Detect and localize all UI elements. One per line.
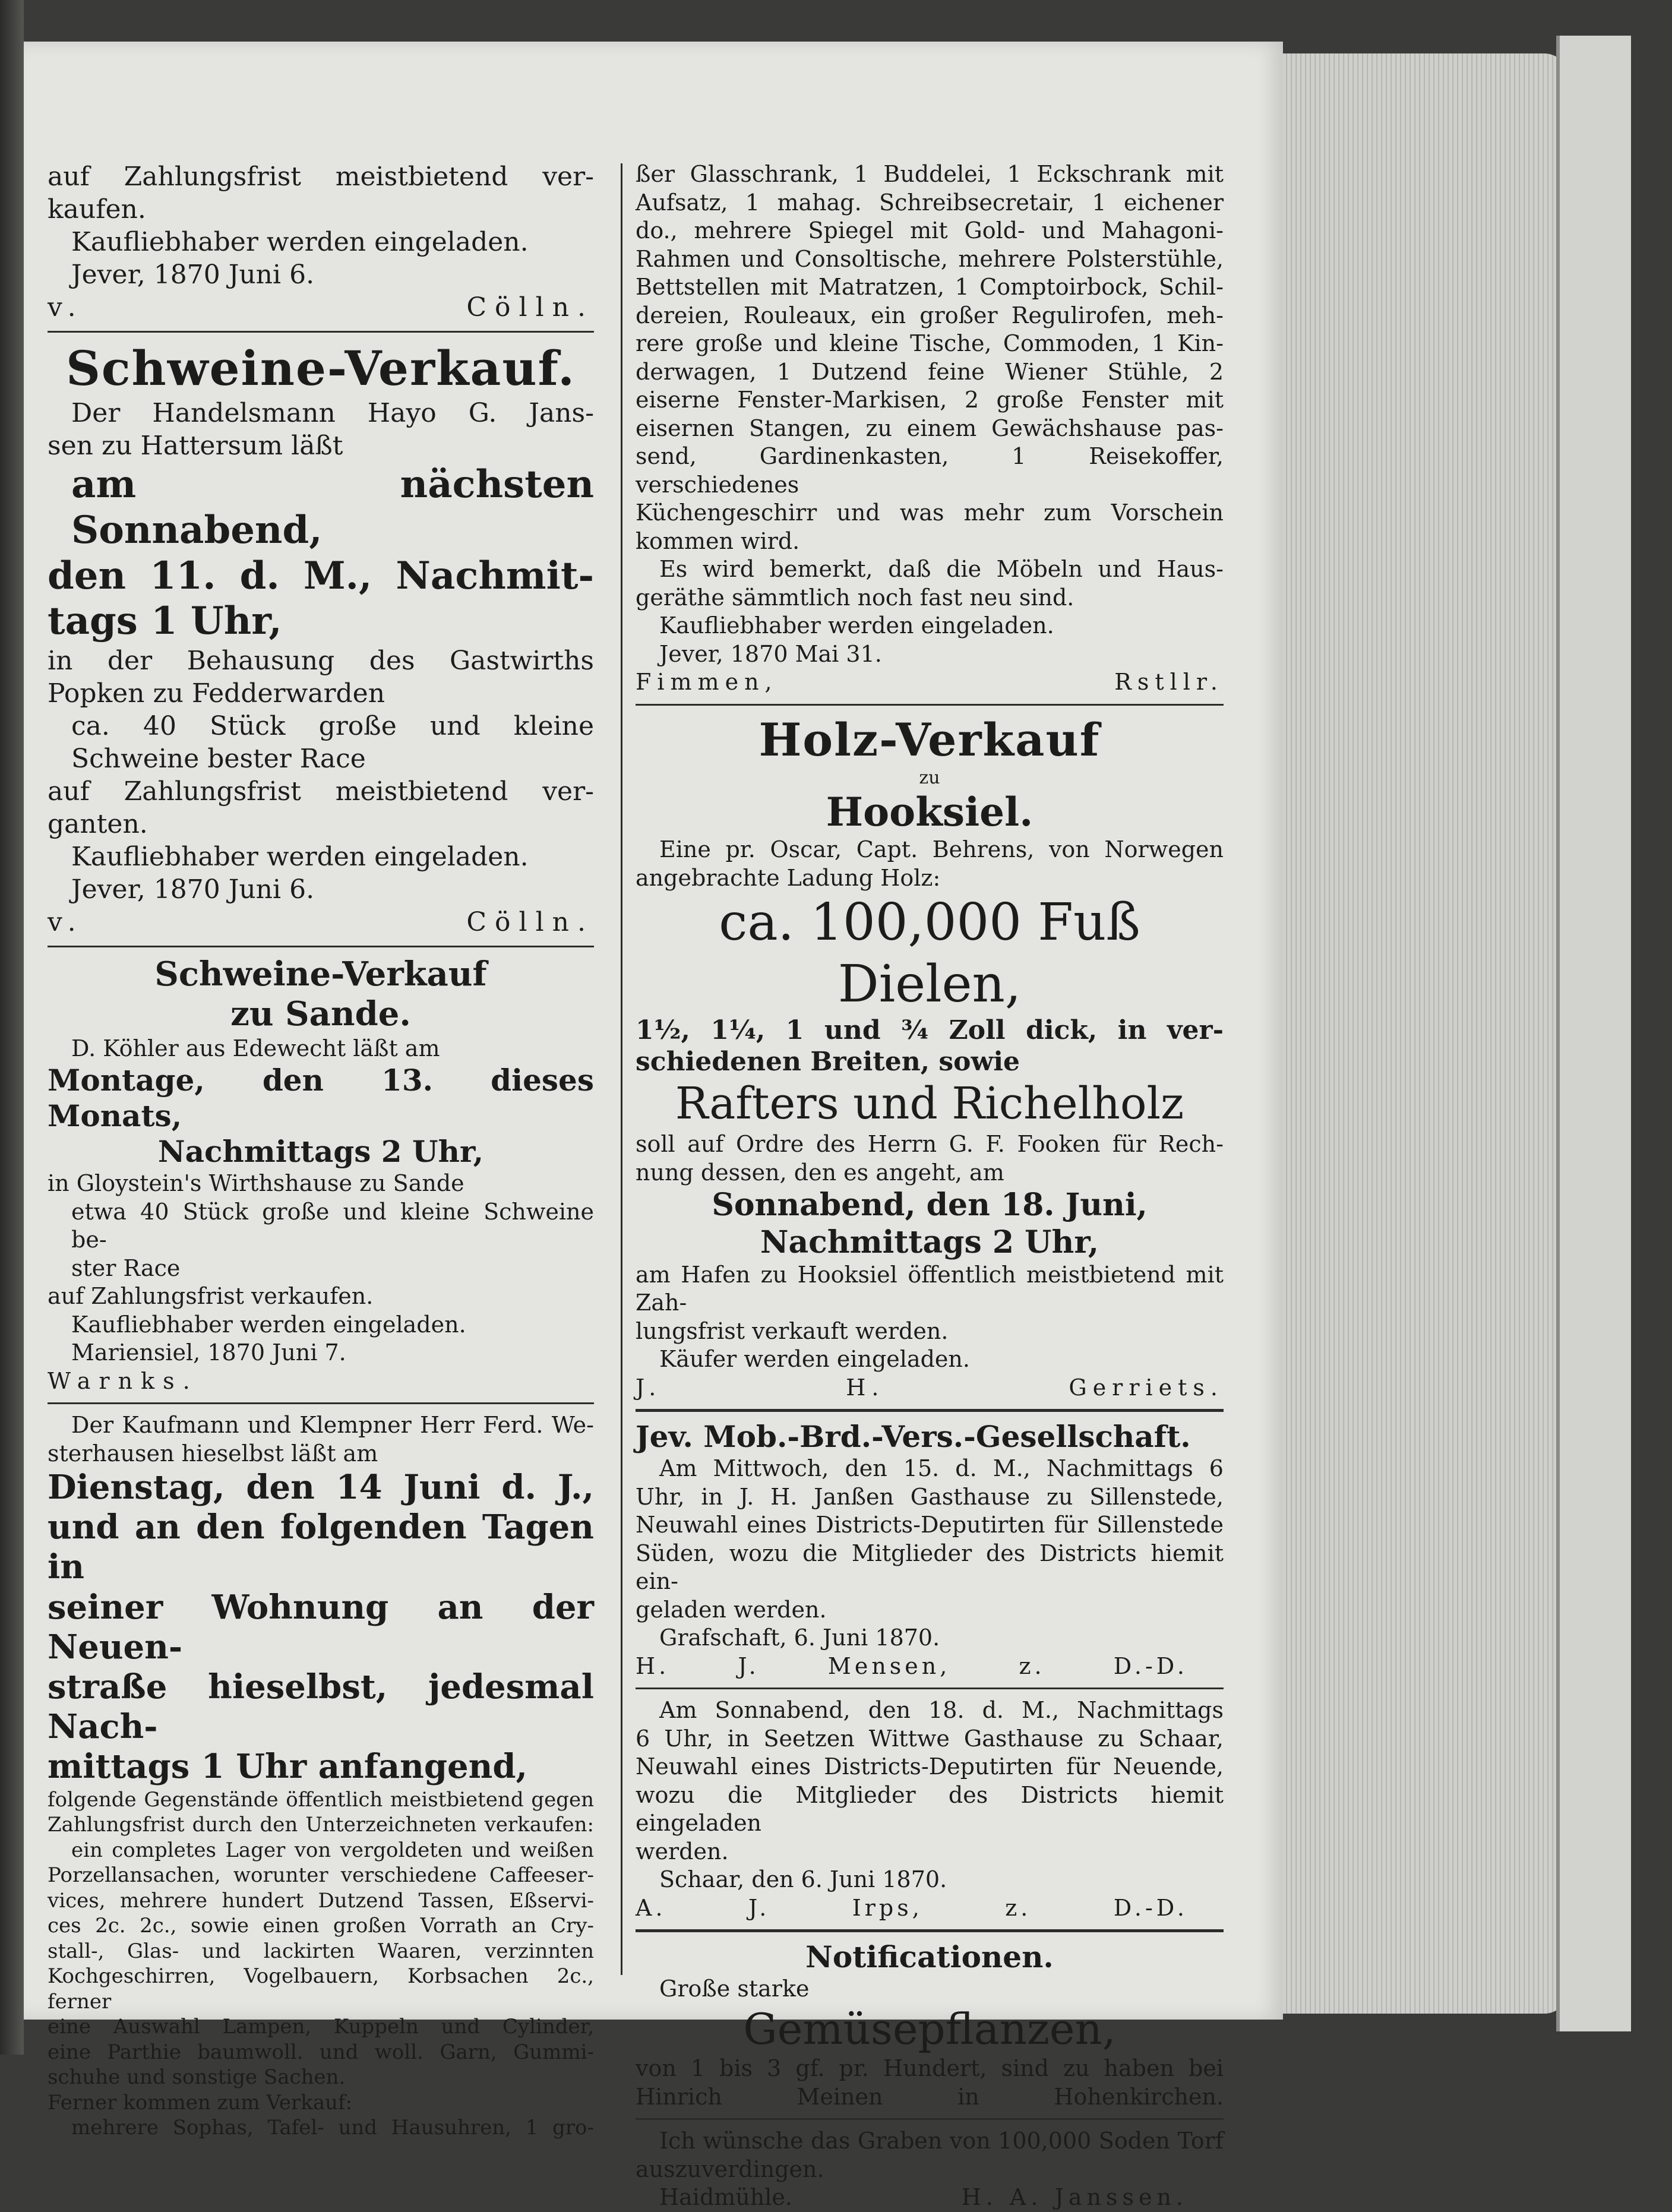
event-date-line: straße hieselbst, jedesmal Nach- [48, 1667, 594, 1747]
invite-line: Kaufliebhaber werden eingeladen. [659, 612, 1054, 639]
signature: v. Cölln. [48, 292, 594, 323]
text-line: ganten. [48, 809, 148, 840]
text-line: do., mehrere Spiegel mit Gold- und Mahagoni- [636, 217, 1224, 244]
text-line: Porzellansachen, worunter verschiedene Caffeeser- [48, 1863, 594, 1888]
text-line: Am Sonnabend, den 18. d. M., Nachmittags [659, 1697, 1224, 1724]
invite-line: Kaufliebhaber werden eingeladen. [71, 1311, 466, 1338]
book-cover [1556, 36, 1631, 2031]
text-line: Große starke [659, 1976, 810, 2002]
ad-highlight: ca. 100,000 Fuß Dielen, [719, 893, 1140, 1014]
text-line: soll auf Ordre des Herrn G. F. Fooken für Rech- [636, 1131, 1224, 1158]
divider [48, 331, 594, 333]
event-date-line: den 11. d. M., Nachmit- [48, 553, 594, 598]
column-divider [621, 163, 622, 1975]
text-line: rere große und kleine Tische, Commoden, 1 Kin- [636, 330, 1224, 356]
text-line: sen zu Hattersum läßt [48, 431, 343, 461]
event-date-line: am nächsten Sonnabend, [71, 462, 594, 552]
right-column [636, 160, 1224, 2212]
ad-schweine-verkauf-1 [48, 340, 594, 938]
adjacent-page-edge [0, 0, 24, 2055]
text-line: 1½, 1¼, 1 und ¾ Zoll dick, in ver- [636, 1015, 1224, 1045]
text-line: geladen werden. [636, 1596, 827, 1623]
text-line: stall-, Glas- und lackirten Waaren, verzinnten [48, 1939, 594, 1963]
signature: A. J. Irps, z. D.-D. [636, 1894, 1188, 1921]
event-date-line: und an den folgenden Tagen in [48, 1508, 594, 1587]
newspaper-page [24, 42, 1283, 2211]
event-date-line: Nachmittags 2 Uhr, [760, 1224, 1099, 1260]
signature: H. A. Janssen. [961, 2184, 1188, 2211]
text-line: Eine pr. Oscar, Capt. Behrens, von Norwegen [659, 836, 1224, 863]
text-line: folgende Gegenstände öffentlich meistbietend gegen [48, 1787, 594, 1812]
text-line: ca. 40 Stück große und kleine [71, 711, 594, 742]
text-line: mehrere Sophas, Tafel- und Hausuhren, 1 gro- [71, 2116, 594, 2140]
ad-headline: Schweine-Verkauf. [66, 340, 576, 396]
text-line: kaufen. [48, 194, 146, 225]
event-date-line: Dienstag, den 14 Juni d. J., [48, 1468, 594, 1508]
text-line: Neuwahl eines Districts-Deputirten für Sillenstede [636, 1512, 1224, 1538]
ad-schaar [636, 1696, 1224, 1922]
ad-headline: Jev. Mob.-Brd.-Vers.-Gesellschaft. [636, 1419, 1191, 1455]
text-line: auszuverdingen. [636, 2156, 824, 2182]
text-line: Am Mittwoch, den 15. d. M., Nachmittags 6 [659, 1455, 1224, 1482]
signature: J. H. Gerriets. [636, 1374, 1224, 1401]
invite-line: Käufer werden eingeladen. [659, 1346, 970, 1373]
text-line: lungsfrist verkauft werden. [636, 1317, 949, 1344]
text-line: Popken zu Fedderwarden [48, 678, 385, 709]
text-line: nung dessen, den es angeht, am [636, 1159, 1004, 1186]
event-date-line: Sonnabend, den 18. Juni, [712, 1187, 1148, 1224]
text-line: Rahmen und Consoltische, mehrere Polsterstühle, [636, 245, 1224, 272]
text-line: angebrachte Ladung Holz: [636, 864, 941, 891]
divider [636, 1688, 1224, 1689]
divider [48, 1402, 594, 1404]
text-line: etwa 40 Stück große und kleine Schweine be- [71, 1198, 594, 1253]
text-line: Aufsatz, 1 mahag. Schreibsecretair, 1 eichener [636, 189, 1224, 216]
ad-highlight: Rafters und Richelholz [675, 1078, 1184, 1130]
text-line: Ich wünsche das Graben von 100,000 Soden Torf [659, 2128, 1224, 2154]
text-line: Uhr, in J. H. Janßen Gasthause zu Sillenstede, [636, 1483, 1224, 1510]
text-line: Küchengeschirr und was mehr zum Vorschein [636, 500, 1224, 526]
ad-highlight: Gemüsepflanzen, [743, 2004, 1116, 2054]
text-line: Neuwahl eines Districts-Deputirten für Neuende, [636, 1753, 1224, 1780]
text-line: Zahlungsfrist durch den Unterzeichneten verkaufen: [48, 1813, 594, 1837]
left-column [48, 160, 594, 2141]
event-date-line: Nachmittags 2 Uhr, [157, 1134, 484, 1170]
date-line: Mariensiel, 1870 Juni 7. [71, 1339, 346, 1366]
text-line: vices, mehrere hundert Dutzend Tassen, Eßservi- [48, 1888, 594, 1913]
text-line: schuhe und sonstige Sachen. [48, 2065, 346, 2090]
invite-line: Kaufliebhaber werden eingeladen. [71, 842, 529, 873]
text-line: ein completes Lager von vergoldeten und weißen [71, 1838, 594, 1862]
date-line: Jever, 1870 Mai 31. [659, 640, 882, 667]
ad-holz-verkauf [636, 713, 1224, 1402]
event-date-line: seiner Wohnung an der Neuen- [48, 1587, 594, 1667]
text-line: wozu die Mitglieder des Districts hiemit eingeladen [636, 1781, 1224, 1837]
text-line: Der Handelsmann Hayo G. Jans- [71, 398, 594, 428]
signature: Fimmen, Rstllr. [636, 669, 1224, 695]
divider [48, 946, 594, 947]
event-date-line: mittags 1 Uhr anfangend, [48, 1747, 527, 1787]
text-line: geräthe sämmtlich noch fast neu sind. [636, 584, 1074, 611]
text-line: ster Race [71, 1254, 181, 1281]
ad-headline: Holz-Verkauf [758, 713, 1101, 766]
date-line: Jever, 1870 Juni 6. [71, 874, 315, 905]
text-line: eisernen Stangen, zu einem Gewächshause pas- [636, 415, 1224, 441]
text-line: eiserne Fenster-Markisen, 2 große Fenster mit [636, 387, 1224, 413]
text-line: werden. [636, 1838, 729, 1865]
event-date-line: Montage, den 13. dieses Monats, [48, 1063, 594, 1134]
text-line: Es wird bemerkt, daß die Möbeln und Haus- [659, 556, 1224, 582]
text-line: auf Zahlungsfrist meistbietend ver- [48, 162, 594, 192]
invite-line: Kaufliebhaber werden eingeladen. [71, 227, 529, 257]
ad-place: Hooksiel. [826, 789, 1033, 836]
ad-torf [636, 2127, 1224, 2212]
text-line: in der Behausung des Gastwirths [48, 646, 594, 677]
text-line: kommen wird. [636, 527, 800, 554]
signature: v. Cölln. [48, 907, 594, 938]
divider [636, 2118, 1224, 2120]
text-line: Süden, wozu die Mitglieder des Districts hiemit ein- [636, 1540, 1224, 1595]
ad-gesellschaft [636, 1419, 1224, 1680]
text-line: D. Köhler aus Edewecht läßt am [71, 1035, 440, 1061]
date-line: Jever, 1870 Juni 6. [71, 260, 315, 290]
ad-schweine-verkauf-2 [48, 955, 594, 1395]
text-line: eine Auswahl Lampen, Kuppeln und Cylinder, [48, 2015, 594, 2039]
text-line: ces 2c. 2c., sowie einen großen Vorrath an Cry- [48, 1914, 594, 1938]
text-line: 6 Uhr, in Seetzen Wittwe Gasthause zu Schaar, [636, 1725, 1224, 1752]
text-line: schiedenen Breiten, sowie [636, 1046, 1020, 1077]
text-line: Der Kaufmann und Klempner Herr Ferd. We- [71, 1412, 594, 1439]
text-line: am Hafen zu Hooksiel öffentlich meistbietend mit Zah- [636, 1261, 1224, 1316]
text-line: dereien, Rouleaux, ein großer Regulirofen, meh- [636, 302, 1224, 328]
notifications-section [636, 1939, 1224, 2111]
text-line: Hinrich Meinen in Hohenkirchen. [636, 2083, 1224, 2110]
text-line: in Gloystein's Wirthshause zu Sande [48, 1170, 464, 1197]
event-date-line: tags 1 Uhr, [48, 599, 282, 644]
book-page-edges [1283, 53, 1568, 2014]
ad-subheadline: zu Sande. [230, 994, 411, 1034]
text-line: derwagen, 1 Dutzend feine Wiener Stühle, 2 [636, 358, 1224, 385]
text-line: ßer Glasschrank, 1 Buddelei, 1 Eckschrank mit [636, 161, 1224, 187]
divider [636, 704, 1224, 706]
text-line: auf Zahlungsfrist meistbietend ver- [48, 776, 594, 807]
signature: H. J. Mensen, z. D.-D. [636, 1652, 1188, 1679]
ad-continuation [636, 160, 1224, 697]
divider [636, 1409, 1224, 1412]
text-line: zu [919, 767, 940, 788]
text-line: send, Gardinenkasten, 1 Reisekoffer, verschiedenes [636, 443, 1224, 498]
ad-top-fragment [48, 160, 594, 324]
ad-westerhausen-auction [48, 1411, 594, 2141]
text-line: von 1 bis 3 gf. pr. Hundert, sind zu haben bei [636, 2055, 1224, 2082]
section-heading: Notificationen. [805, 1939, 1054, 1975]
date-line: Grafschaft, 6. Juni 1870. [659, 1625, 940, 1651]
text-line: sterhausen hieselbst läßt am [48, 1440, 378, 1467]
text-line: Ferner kommen zum Verkauf: [48, 2090, 353, 2115]
text-line: eine Parthie baumwoll. und woll. Garn, Gummi- [48, 2040, 594, 2064]
text-line: Bettstellen mit Matratzen, 1 Comptoirbock, Schil- [636, 274, 1224, 300]
ad-headline: Schweine-Verkauf [154, 955, 487, 994]
divider [636, 1929, 1224, 1932]
text-line: Kochgeschirren, Vogelbauern, Korbsachen 2c., ferner [48, 1964, 594, 2014]
signature-row [636, 2183, 1224, 2212]
place-line: Haidmühle. [659, 2184, 792, 2211]
text-line: Schweine bester Race [71, 744, 366, 775]
signature: Warnks. [48, 1367, 198, 1394]
date-line: Schaar, den 6. Juni 1870. [659, 1866, 947, 1893]
text-line: auf Zahlungsfrist verkaufen. [48, 1283, 374, 1310]
